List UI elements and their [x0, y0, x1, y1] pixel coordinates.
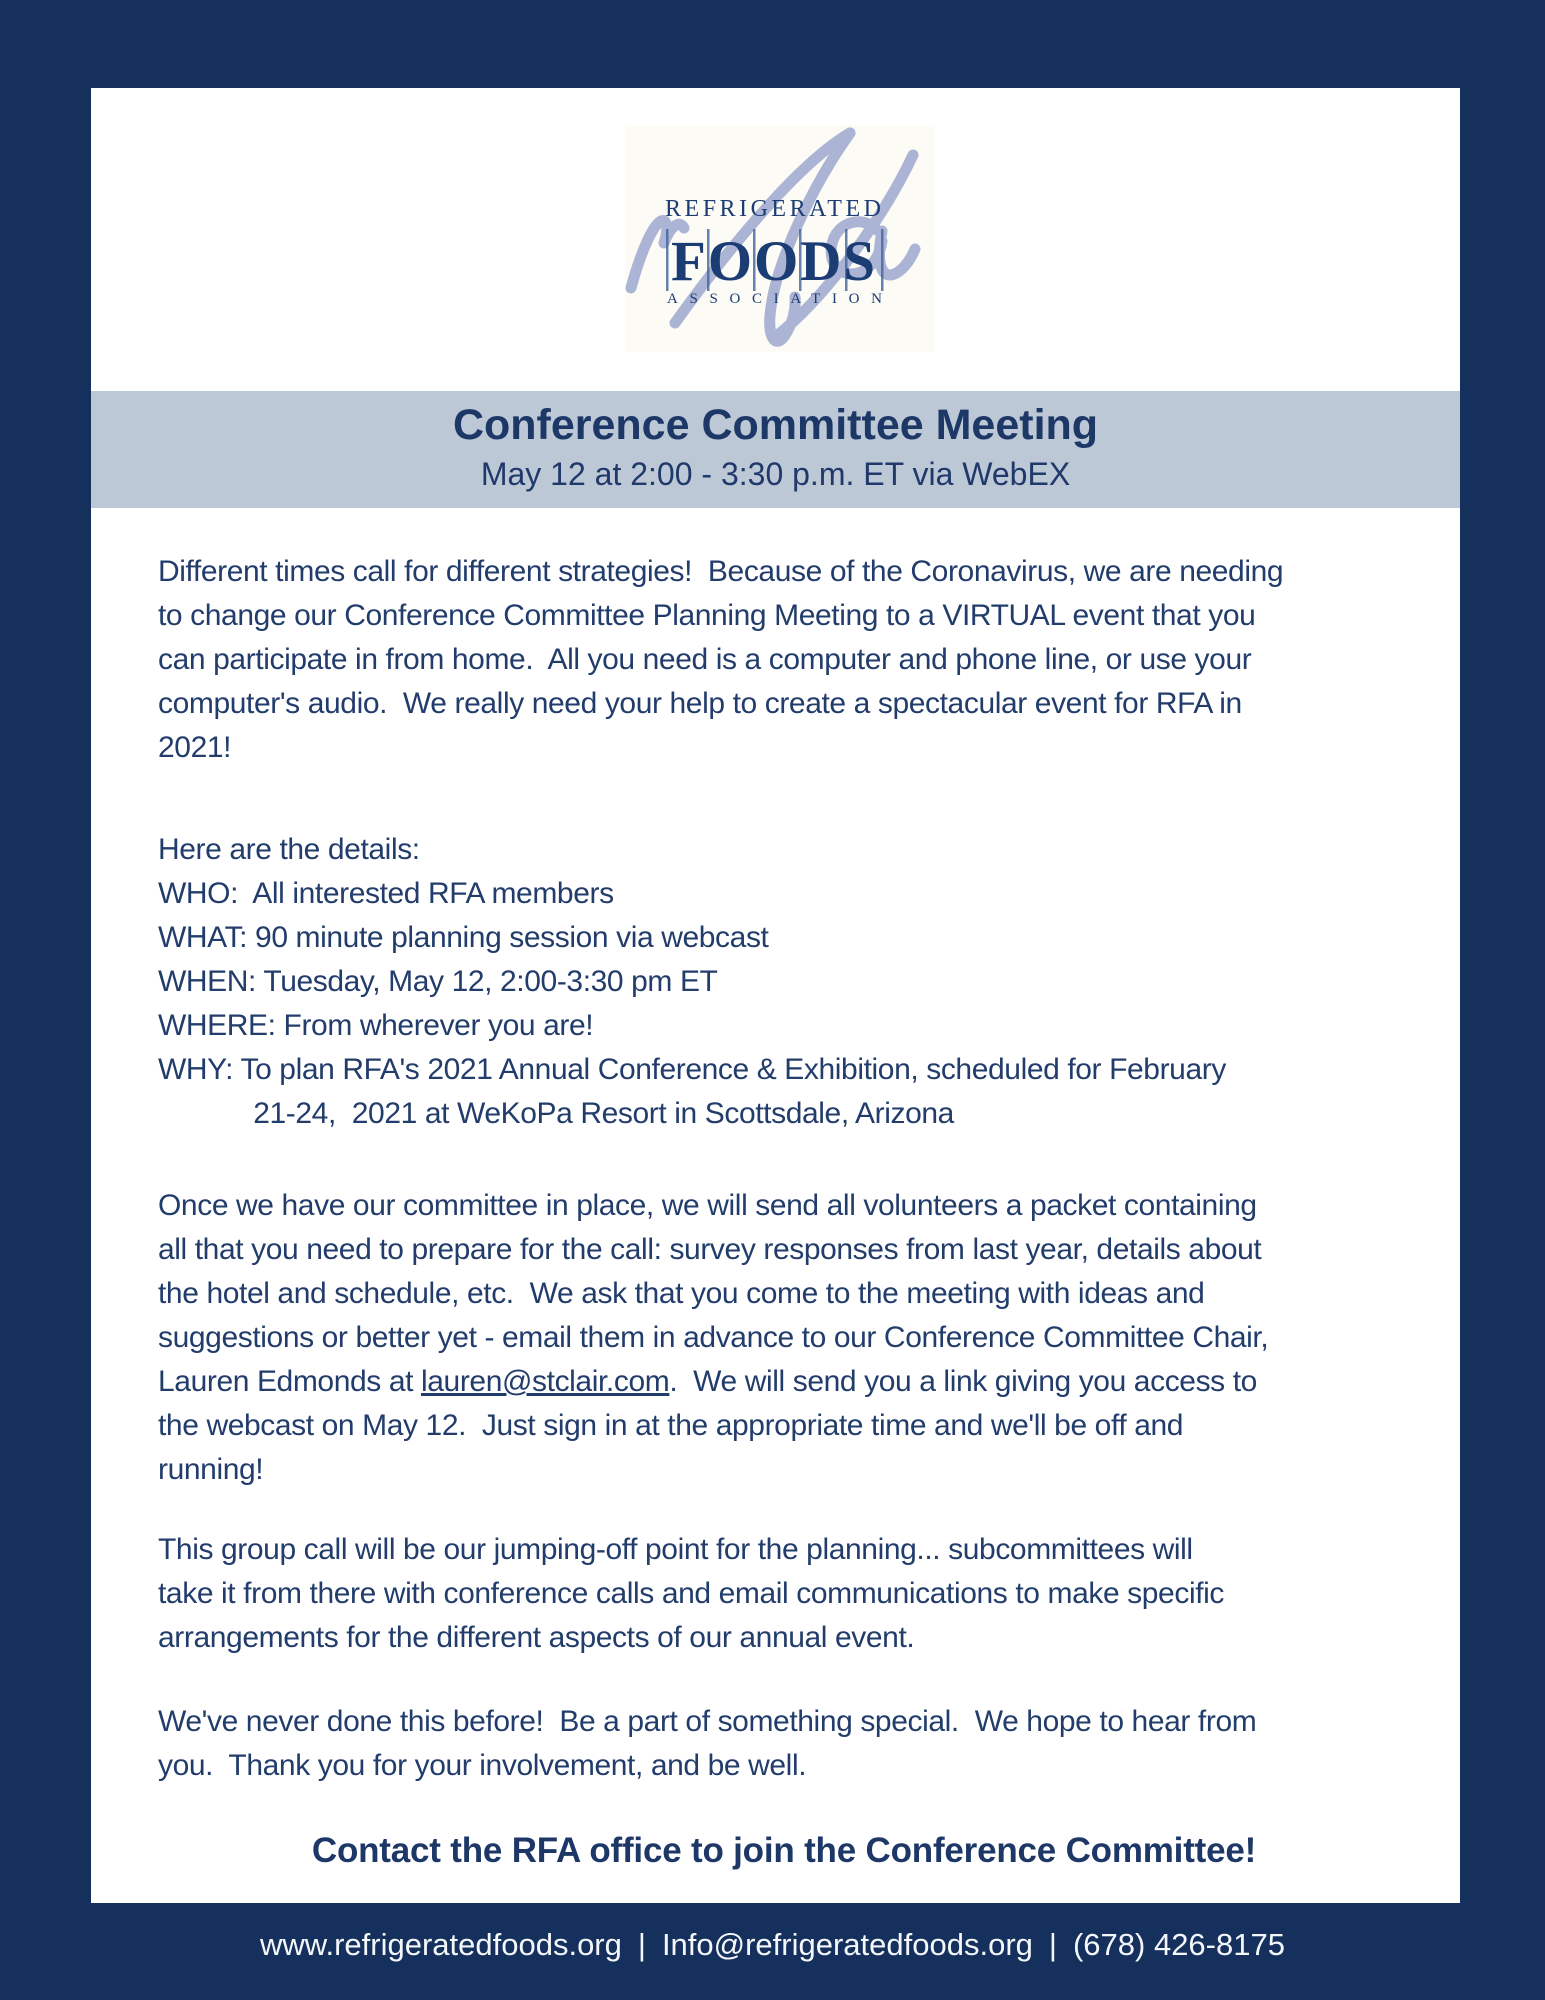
- text-line: Once we have our committee in place, we will send all volunteers a packet containing: [158, 1189, 1257, 1222]
- cta-line: Contact the RFA office to join the Conference Committee!: [311, 1831, 1257, 1870]
- text-line: 21-24, 2021 at WeKoPa Resort in Scottsdale, Arizona: [158, 1097, 954, 1130]
- event-datetime: May 12 at 2:00 - 3:30 p.m. ET via WebEX: [480, 456, 1071, 492]
- logo-wordmark: [665, 196, 882, 307]
- body-text: [158, 550, 1410, 1874]
- text-line: WHERE: From wherever you are!: [158, 1009, 594, 1042]
- event-title: Conference Committee Meeting: [452, 401, 1099, 449]
- text-line: WHAT: 90 minute planning session via webcast: [158, 921, 769, 954]
- footer-website: www.refrigeratedfoods.org: [260, 1927, 622, 1962]
- text-line: 2021!: [158, 731, 232, 764]
- paragraph-packet: [158, 1184, 1410, 1492]
- text-line: WHY: To plan RFA's 2021 Annual Conference & Exhibition, scheduled for February: [158, 1053, 1226, 1086]
- rfa-logo-graphic: [625, 125, 935, 352]
- event-banner: [91, 391, 1460, 508]
- footer-separator: |: [637, 1927, 646, 1962]
- email-link[interactable]: lauren@stclair.com: [420, 1365, 670, 1398]
- paragraph-intro: [158, 550, 1410, 770]
- text-line: arrangements for the different aspects of our annual event.: [158, 1621, 915, 1654]
- rfa-logo: [625, 125, 935, 352]
- text-line: WHO: All interested RFA members: [158, 877, 614, 910]
- text-line: computer's audio. We really need your help to create a spectacular event for RFA in: [158, 687, 1242, 720]
- paragraph-group-call: [158, 1528, 1410, 1660]
- flyer-content: [91, 88, 1460, 1903]
- text-line: suggestions or better yet - email them in advance to our Conference Committee Chair,: [158, 1321, 1269, 1354]
- text-line: This group call will be our jumping-off point for the planning... subcommittees will: [158, 1533, 1193, 1566]
- footer-bar: [0, 1925, 1545, 1965]
- text-line: Different times call for different strategies! Because of the Coronavirus, we are needing: [158, 555, 1284, 588]
- text-line: WHEN: Tuesday, May 12, 2:00-3:30 pm ET: [158, 965, 718, 998]
- footer-email: Info@refrigeratedfoods.org: [661, 1927, 1033, 1962]
- text-line: you. Thank you for your involvement, and be well.: [158, 1749, 807, 1782]
- text-line: Here are the details:: [158, 833, 420, 866]
- text-line: take it from there with conference calls and email communications to make specific: [158, 1577, 1225, 1610]
- text-line: can participate in from home. All you need is a computer and phone line, or use your: [158, 643, 1252, 676]
- footer-phone: (678) 426-8175: [1072, 1927, 1285, 1962]
- logo-refrigerated-text: REFRIGERATED: [665, 196, 881, 222]
- logo-association-text: ASSOCIATION: [667, 291, 882, 307]
- text-line: the hotel and schedule, etc. We ask that you come to the meeting with ideas and: [158, 1277, 1205, 1310]
- text-line: running!: [158, 1453, 264, 1486]
- details-list: [158, 828, 1410, 1136]
- text-segment: . We will send you a link giving you access to: [669, 1365, 1257, 1398]
- text-line: We've never done this before! Be a part of something special. We hope to hear from: [158, 1705, 1257, 1738]
- text-line: the webcast on May 12. Just sign in at the appropriate time and we'll be off and: [158, 1409, 1184, 1442]
- text-segment: Lauren Edmonds at: [158, 1365, 421, 1398]
- text-line: to change our Conference Committee Planning Meeting to a VIRTUAL event that you: [158, 599, 1256, 632]
- logo-foods-text: FOODS: [671, 230, 875, 293]
- text-line: [158, 1360, 1410, 1404]
- paragraph-closing: [158, 1700, 1410, 1788]
- text-line: all that you need to prepare for the call: survey responses from last year, details about: [158, 1233, 1262, 1266]
- footer-separator: |: [1048, 1927, 1057, 1962]
